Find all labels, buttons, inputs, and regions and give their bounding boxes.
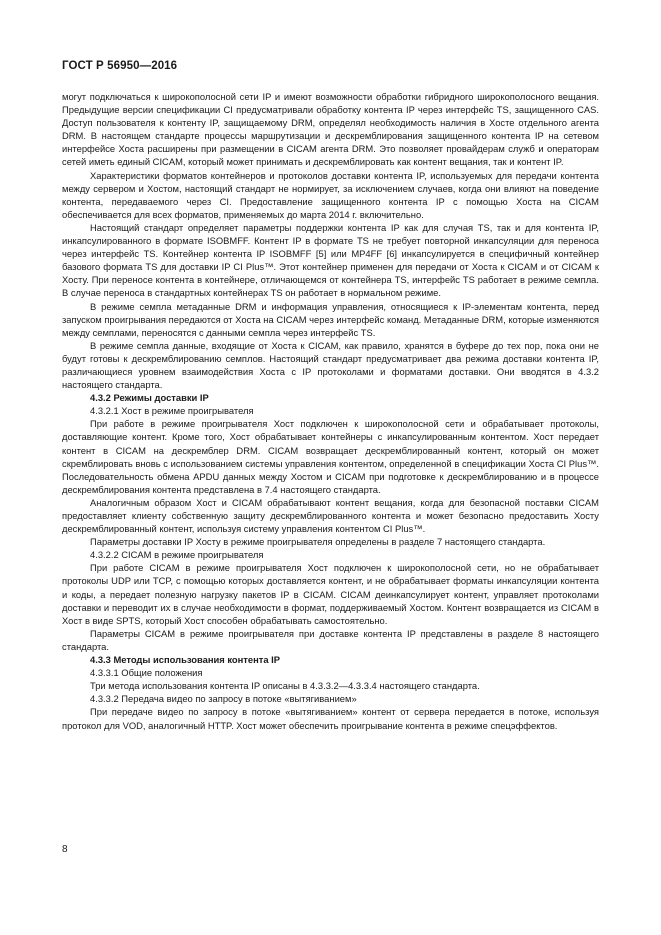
paragraph: В режиме семпла метаданные DRM и информация управления, относящиеся к IP-элементам контента, перед запуском проигрывания передаются от Хоста на CICAM через интерфейс команд. Метаданные DRM, которые изменяются между семплами, переносятся с данными семпла через интерфейс TS. xyxy=(62,300,599,338)
paragraph: Параметры доставки IP Хосту в режиме проигрывателя определены в разделе 7 настоящего стандарта. xyxy=(90,536,546,548)
paragraph: При работе CICAM в режиме проигрывателя Хост подключен к широкополосной сети, но не обрабатывает протоколы UDP или TCP, с помощью которых доставляется контент, и не обрабатывает форматы инкапсуляции контента и коды, а передает полезную нагрузку пакетов IP в CICAM. CICAM деинкапсулирует контент, управляет протоколами доставки и переводит их в случае необходимости в формат, поддерживаемый Хостом. Контент возвращается из CICAM в Хост в виде SPTS, который Хост способен обрабатывать самостоятельно. xyxy=(62,562,599,626)
document-body xyxy=(62,90,599,732)
subsection-title: 4.3.2.1 Хост в режиме проигрывателя xyxy=(90,405,254,417)
document-header: ГОСТ Р 56950—2016 xyxy=(62,60,178,72)
page-number: 8 xyxy=(62,844,68,855)
subsection-title: 4.3.3.1 Общие положения xyxy=(90,667,203,679)
paragraph: При передаче видео по запросу в потоке «вытягиванием» контент от сервера передается в потоке, используя протокол для VOD, аналогичный HTTP. Хост может обеспечить проигрывание контента в режиме спецэффектов. xyxy=(62,706,599,731)
paragraph: В режиме семпла данные, входящие от Хоста к CICAM, как правило, хранятся в буфере до тех пор, пока они не будут готовы к дескремблированию семплов. Настоящий стандарт предусматривает два режима доставки контента IP, различающиеся уровнем взаимодействия Хоста с IP протоколами и форматами доставки. Они вводятся в 4.3.2 настоящего стандарта. xyxy=(62,339,599,391)
subsection-title: 4.3.3.2 Передача видео по запросу в потоке «вытягиванием» xyxy=(90,693,357,705)
paragraph: Настоящий стандарт определяет параметры поддержки контента IP как для случая TS, так и для контента IP, инкапсулированного в формате ISOBMFF. Контент IP в формате TS не требует повторной инкапсуляции для переноса через интерфейс TS. Контейнер контента IP ISOBMFF [5] или MP4FF [6] инкапсулируется в специфичный контейнер базового формата TS для доставки IP CI Plus™. Этот контейнер применен для передачи от Хоста к CICAM и от CICAM к Хосту. При переносе контента в контейнере, отличающемся от контейнера TS, интерфейс TS работает в режиме семпла. В случае переноса в стандартных контейнерах TS он работает в нормальном режиме. xyxy=(62,221,599,299)
paragraph: Характеристики форматов контейнеров и протоколов доставки контента IP, используемых для передачи контента между сервером и Хостом, настоящий стандарт не нормирует, за исключением случаев, когда они влияют на поведение контента, передаваемого через CI. Предоставление защищенного контента IP с помощью Хоста на CICAM обеспечивается для всех форматов, применяемых до марта 2014 г. включительно. xyxy=(62,169,599,220)
paragraph: Аналогичным образом Хост и CICAM обрабатывают контент вещания, когда для безопасной поставки CICAM предоставляет клиенту собственную защиту дескремблированного контента и может безопасно предоставить Хосту дескремблированный контент, используя систему управления контентом CI Plus™. xyxy=(62,496,599,535)
subsection-title: 4.3.2.2 CICAM в режиме проигрывателя xyxy=(90,549,264,561)
paragraph: Три метода использования контента IP описаны в 4.3.3.2—4.3.3.4 настоящего стандарта. xyxy=(90,680,480,692)
paragraph: При работе в режиме проигрывателя Хост подключен к широкополосной сети и обрабатывает протоколы, доставляющие контент. Кроме того, Хост обрабатывает контейнеры с инкапсулированным контентом. Хост передает контент в CICAM на дескремблер DRM. CICAM возвращает дескремблированный контент, который он может скремблировать вновь с использованием системы управления контентом, определенной в спецификации Хоста CI Plus™. Последовательность обмена APDU данных между Хостом и CICAM при подготовке к дескремблированию и в процессе дескремблирования контента представлена в 7.4 настоящего стандарта. xyxy=(62,418,599,495)
section-heading: 4.3.2 Режимы доставки IP xyxy=(90,392,209,404)
paragraph: Параметры CICAM в режиме проигрывателя при доставке контента IP представлены в разделе 8 настоящего стандарта. xyxy=(62,627,599,652)
paragraph-continuation: могут подключаться к широкополосной сети IP и имеют возможности обработки гибридного широкополосного вещания. Предыдущие версии спецификации CI предусматривали обработку контента IP через интерфейс TS, защищенного CAS. Доступ пользователя к контенту IP, защищаемому DRM, определял необходимость наличия в Хосте отдельного агента DRM. В настоящем стандарте процессы маршрутизации и дескремблирования защищенного контента IP на сетевом интерфейсе Хоста расширены при размещении в CICAM агента DRM. Это позволяет провайдерам служб и операторам сетей иметь единый CICAM, который может принимать и дескремблировать как контент вещания, так и контент IP. xyxy=(62,91,599,168)
section-heading: 4.3.3 Методы использования контента IP xyxy=(90,654,281,666)
